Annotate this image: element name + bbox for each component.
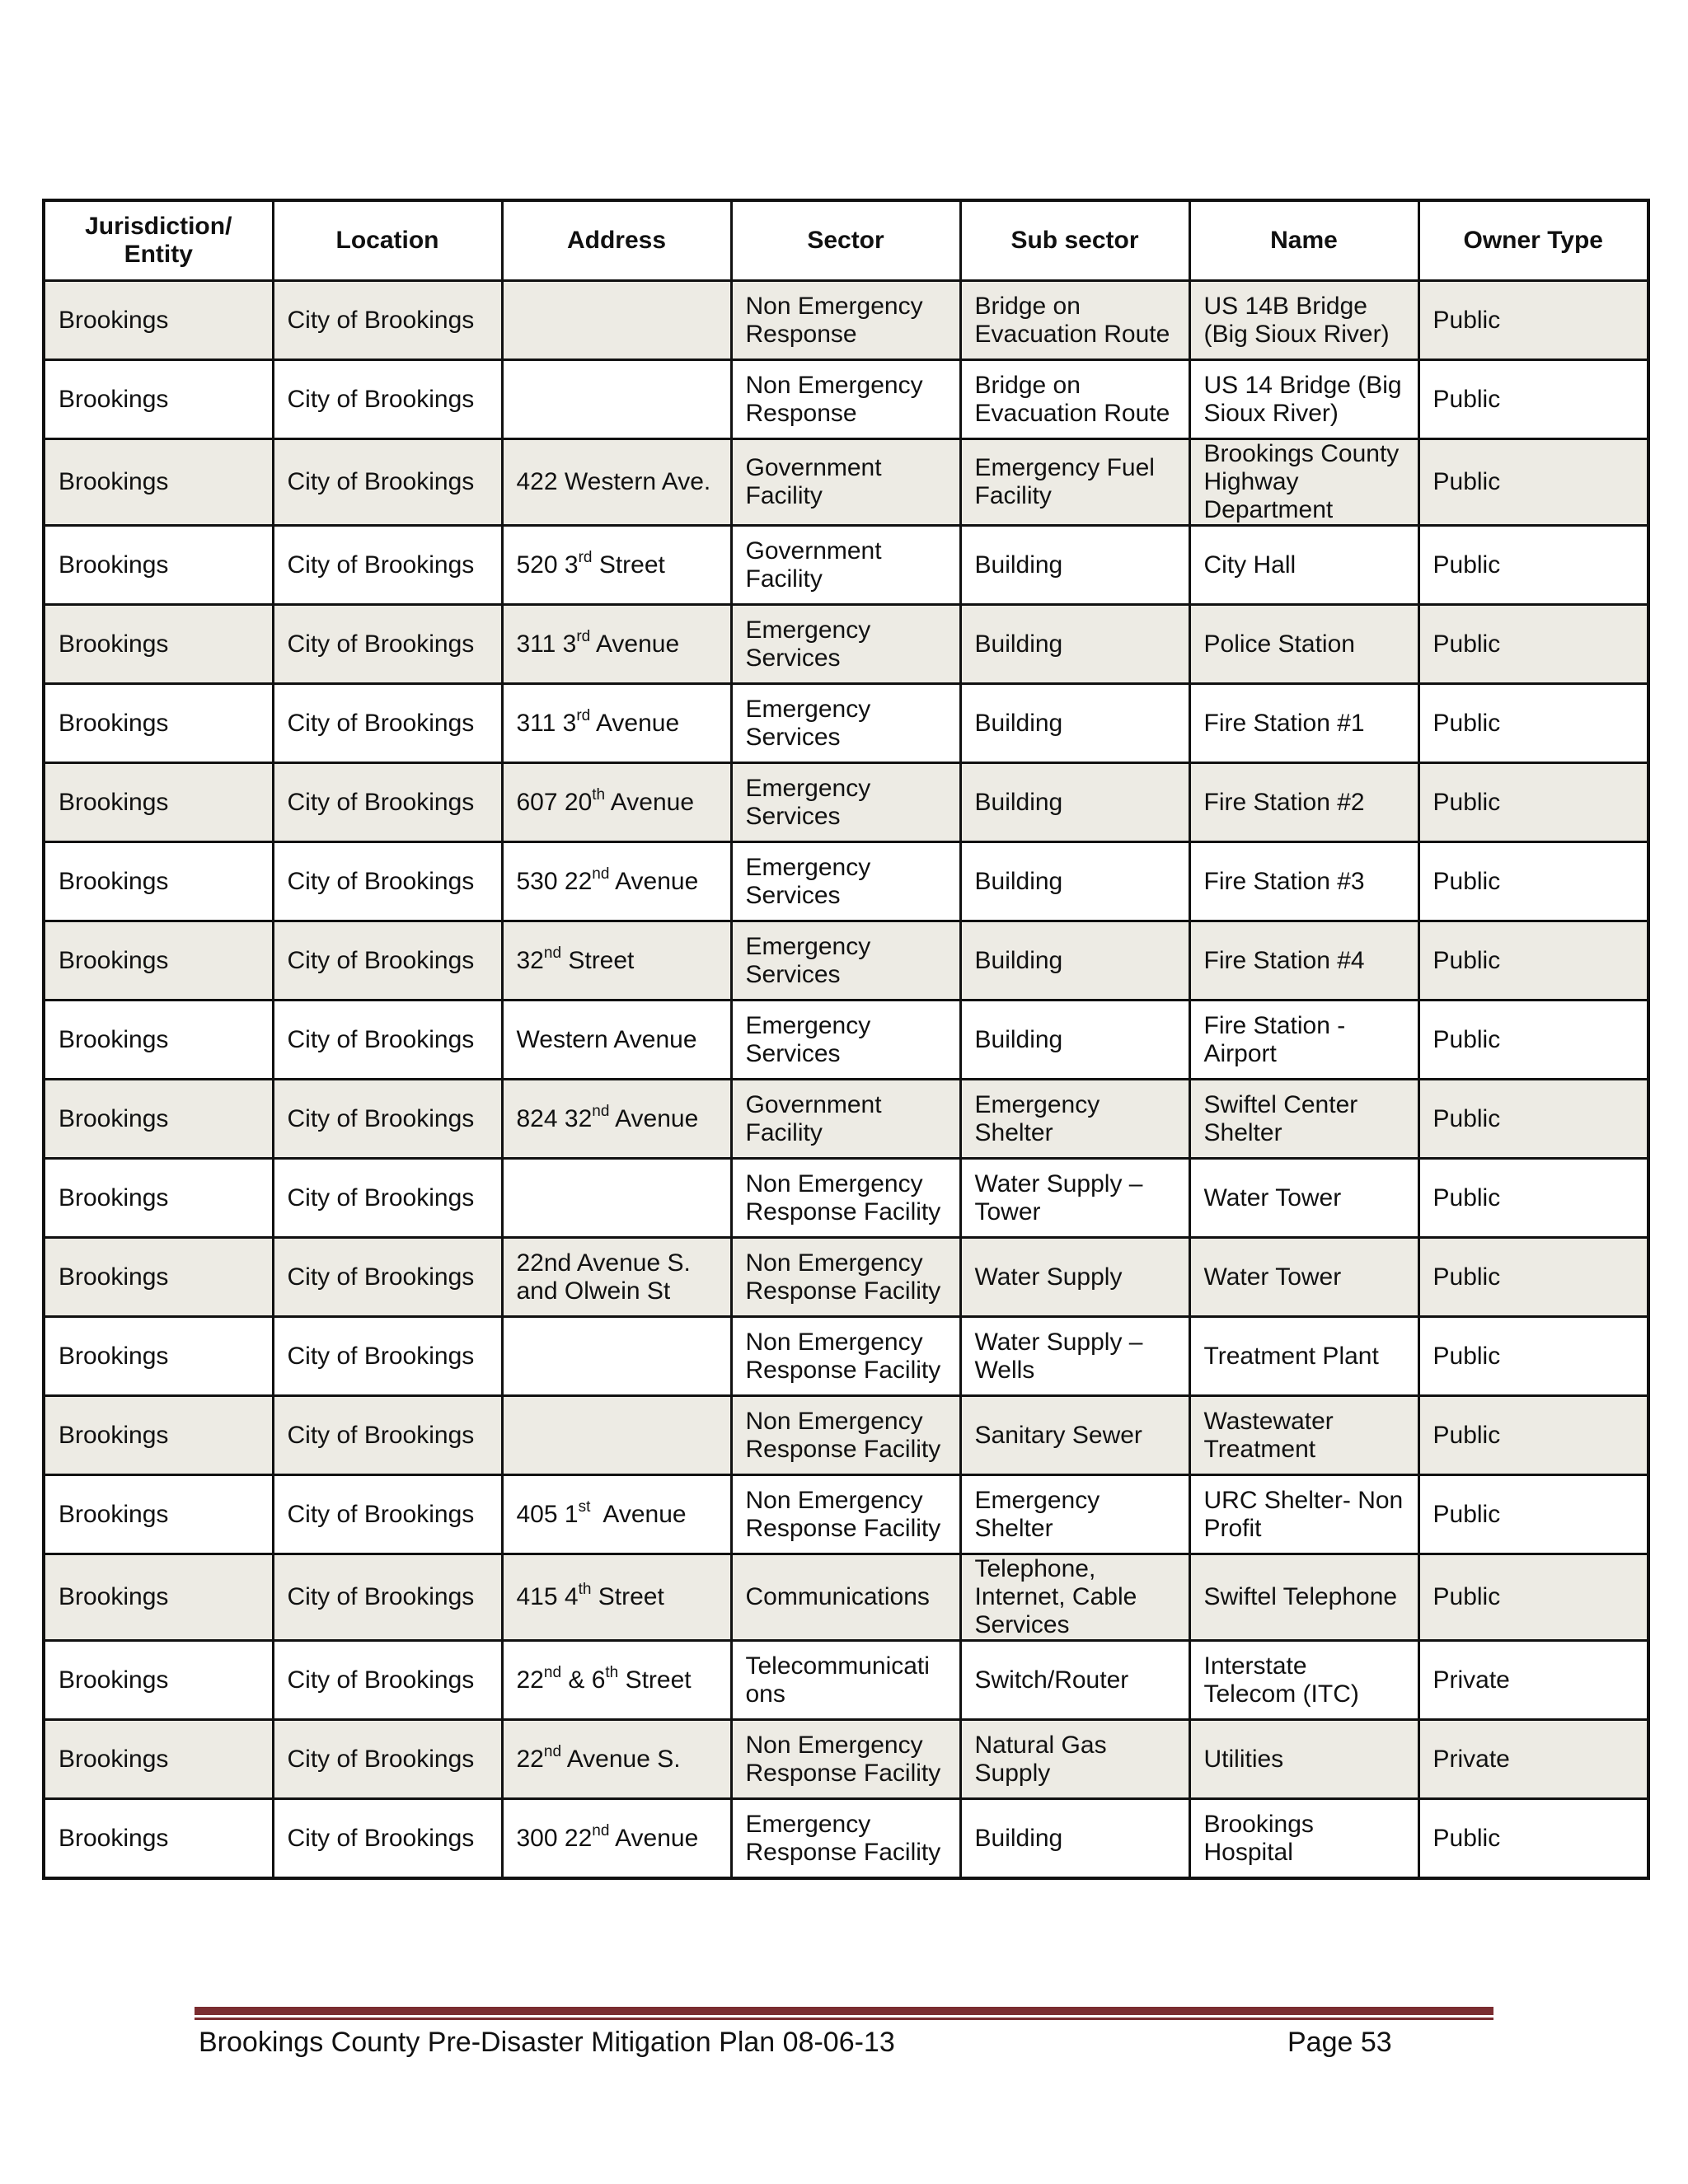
- address-ordinal-suffix: nd: [592, 865, 610, 883]
- cell-sector: Emergency Services: [731, 605, 960, 684]
- address-text: Street: [592, 551, 665, 579]
- header-sector: Sector: [731, 200, 960, 281]
- cell-subsector: Sanitary Sewer: [960, 1396, 1189, 1475]
- cell-owner-type: Public: [1418, 360, 1648, 439]
- address-text: Street: [618, 1666, 692, 1694]
- cell-jurisdiction: Brookings: [44, 1159, 273, 1238]
- cell-location: City of Brookings: [273, 1475, 502, 1554]
- address-ordinal-suffix: rd: [576, 706, 591, 724]
- cell-name: Fire Station #4: [1189, 921, 1418, 1001]
- cell-name: Brookings County Highway Department: [1189, 439, 1418, 526]
- cell-sector: Emergency Services: [731, 921, 960, 1001]
- cell-address: [502, 842, 731, 921]
- cell-owner-type: Public: [1418, 605, 1648, 684]
- table-row: [44, 360, 1648, 439]
- cell-name: Fire Station #1: [1189, 684, 1418, 763]
- address-text: 405 1: [516, 1500, 579, 1528]
- cell-jurisdiction: Brookings: [44, 439, 273, 526]
- cell-address: [502, 360, 731, 439]
- address-text: & 6: [561, 1666, 606, 1694]
- cell-sector: Emergency Services: [731, 842, 960, 921]
- address-ordinal-suffix: rd: [576, 627, 591, 645]
- cell-sector: Non Emergency Response Facility: [731, 1317, 960, 1396]
- cell-subsector: Building: [960, 763, 1189, 842]
- cell-jurisdiction: Brookings: [44, 281, 273, 360]
- cell-location: City of Brookings: [273, 281, 502, 360]
- cell-location: City of Brookings: [273, 1720, 502, 1799]
- cell-location: City of Brookings: [273, 1159, 502, 1238]
- cell-subsector: Building: [960, 842, 1189, 921]
- cell-subsector: Bridge on Evacuation Route: [960, 281, 1189, 360]
- cell-owner-type: Public: [1418, 1317, 1648, 1396]
- address-ordinal-suffix: nd: [592, 1102, 610, 1120]
- cell-owner-type: Public: [1418, 1159, 1648, 1238]
- cell-sector: Non Emergency Response: [731, 281, 960, 360]
- cell-location: City of Brookings: [273, 842, 502, 921]
- table-row: [44, 439, 1648, 526]
- cell-jurisdiction: Brookings: [44, 1475, 273, 1554]
- cell-sector: Emergency Services: [731, 763, 960, 842]
- cell-subsector: Building: [960, 684, 1189, 763]
- cell-address: [502, 1396, 731, 1475]
- cell-address: [502, 605, 731, 684]
- table-row: [44, 605, 1648, 684]
- cell-owner-type: Public: [1418, 526, 1648, 605]
- table-row: [44, 1396, 1648, 1475]
- table-body: [44, 281, 1648, 1879]
- cell-sector: Non Emergency Response Facility: [731, 1720, 960, 1799]
- cell-subsector: Emergency Shelter: [960, 1080, 1189, 1159]
- cell-subsector: Telephone, Internet, Cable Services: [960, 1554, 1189, 1641]
- page-number: Page 53: [1287, 2027, 1392, 2058]
- cell-sector: Non Emergency Response Facility: [731, 1238, 960, 1317]
- cell-name: Treatment Plant: [1189, 1317, 1418, 1396]
- cell-owner-type: Public: [1418, 281, 1648, 360]
- cell-address: [502, 921, 731, 1001]
- cell-location: City of Brookings: [273, 1396, 502, 1475]
- cell-location: City of Brookings: [273, 1001, 502, 1080]
- cell-name: Wastewater Treatment: [1189, 1396, 1418, 1475]
- cell-jurisdiction: Brookings: [44, 1641, 273, 1720]
- address-text: 22: [516, 1666, 544, 1694]
- table-row: [44, 1238, 1648, 1317]
- cell-owner-type: Public: [1418, 1238, 1648, 1317]
- address-text: 415 4: [516, 1583, 579, 1610]
- cell-sector: Government Facility: [731, 526, 960, 605]
- cell-address: [502, 1238, 731, 1317]
- cell-address: [502, 526, 731, 605]
- cell-sector: Telecommunicati ons: [731, 1641, 960, 1720]
- table-row: [44, 763, 1648, 842]
- address-ordinal-suffix: nd: [543, 944, 562, 962]
- cell-sector: Emergency Response Facility: [731, 1799, 960, 1879]
- cell-name: US 14B Bridge (Big Sioux River): [1189, 281, 1418, 360]
- cell-owner-type: Public: [1418, 1080, 1648, 1159]
- cell-address: [502, 1080, 731, 1159]
- address-text: Avenue: [590, 630, 680, 658]
- cell-subsector: Natural Gas Supply: [960, 1720, 1189, 1799]
- address-text: 311 3: [516, 630, 577, 658]
- cell-address: [502, 1159, 731, 1238]
- address-text: 607 20: [516, 788, 593, 816]
- header-name: Name: [1189, 200, 1418, 281]
- cell-subsector: Emergency Fuel Facility: [960, 439, 1189, 526]
- cell-sector: Emergency Services: [731, 1001, 960, 1080]
- header-location: Location: [273, 200, 502, 281]
- address-ordinal-suffix: th: [578, 1581, 592, 1598]
- table-row: [44, 1554, 1648, 1641]
- cell-jurisdiction: Brookings: [44, 684, 273, 763]
- cell-name: Fire Station - Airport: [1189, 1001, 1418, 1080]
- cell-owner-type: Public: [1418, 1799, 1648, 1879]
- cell-owner-type: Public: [1418, 439, 1648, 526]
- cell-sector: Non Emergency Response Facility: [731, 1159, 960, 1238]
- header-jurisdiction: Jurisdiction/ Entity: [44, 200, 273, 281]
- cell-owner-type: Private: [1418, 1641, 1648, 1720]
- cell-sector: Non Emergency Response: [731, 360, 960, 439]
- cell-sector: Non Emergency Response Facility: [731, 1475, 960, 1554]
- cell-name: URC Shelter- Non Profit: [1189, 1475, 1418, 1554]
- cell-name: Police Station: [1189, 605, 1418, 684]
- address-ordinal-suffix: th: [592, 785, 606, 804]
- address-text: Avenue: [609, 1104, 699, 1132]
- footer-title: Brookings County Pre-Disaster Mitigation Plan 08-06-13: [199, 2027, 895, 2058]
- cell-name: Water Tower: [1189, 1159, 1418, 1238]
- cell-location: City of Brookings: [273, 360, 502, 439]
- cell-name: Fire Station #3: [1189, 842, 1418, 921]
- cell-owner-type: Public: [1418, 1475, 1648, 1554]
- address-text: Street: [561, 946, 635, 974]
- cell-sector: Communications: [731, 1554, 960, 1641]
- cell-location: City of Brookings: [273, 1641, 502, 1720]
- cell-owner-type: Public: [1418, 1554, 1648, 1641]
- cell-jurisdiction: Brookings: [44, 1317, 273, 1396]
- cell-jurisdiction: Brookings: [44, 1554, 273, 1641]
- address-text: 32: [516, 946, 544, 974]
- cell-name: US 14 Bridge (Big Sioux River): [1189, 360, 1418, 439]
- address-text: 300 22: [516, 1824, 593, 1852]
- address-ordinal-suffix: nd: [543, 1742, 562, 1760]
- table-row: [44, 1317, 1648, 1396]
- header-subsector: Sub sector: [960, 200, 1189, 281]
- cell-location: City of Brookings: [273, 1799, 502, 1879]
- cell-owner-type: Private: [1418, 1720, 1648, 1799]
- cell-subsector: Bridge on Evacuation Route: [960, 360, 1189, 439]
- cell-location: City of Brookings: [273, 921, 502, 1001]
- cell-address: [502, 1799, 731, 1879]
- cell-location: City of Brookings: [273, 684, 502, 763]
- cell-jurisdiction: Brookings: [44, 1799, 273, 1879]
- address-text: Avenue: [590, 1500, 687, 1528]
- cell-name: Interstate Telecom (ITC): [1189, 1641, 1418, 1720]
- table-row: [44, 1799, 1648, 1879]
- cell-subsector: Building: [960, 1001, 1189, 1080]
- cell-jurisdiction: Brookings: [44, 605, 273, 684]
- cell-name: Swiftel Telephone: [1189, 1554, 1418, 1641]
- cell-subsector: Building: [960, 921, 1189, 1001]
- cell-location: City of Brookings: [273, 763, 502, 842]
- cell-address: [502, 763, 731, 842]
- address-text: 22nd Avenue S. and Olwein St: [516, 1249, 698, 1305]
- address-text: Avenue: [605, 788, 695, 816]
- address-text: 22: [516, 1745, 544, 1773]
- critical-facilities-table: [42, 199, 1650, 1880]
- cell-jurisdiction: Brookings: [44, 360, 273, 439]
- cell-address: [502, 1475, 731, 1554]
- address-text: 530 22: [516, 867, 593, 895]
- cell-address: [502, 1001, 731, 1080]
- table-row: [44, 842, 1648, 921]
- cell-address: [502, 1317, 731, 1396]
- table-row: [44, 1475, 1648, 1554]
- cell-name: Fire Station #2: [1189, 763, 1418, 842]
- cell-sector: Government Facility: [731, 1080, 960, 1159]
- cell-owner-type: Public: [1418, 684, 1648, 763]
- header-address: Address: [502, 200, 731, 281]
- cell-jurisdiction: Brookings: [44, 1080, 273, 1159]
- cell-name: Brookings Hospital: [1189, 1799, 1418, 1879]
- cell-sector: Emergency Services: [731, 684, 960, 763]
- table-row: [44, 281, 1648, 360]
- table-row: [44, 684, 1648, 763]
- cell-sector: Government Facility: [731, 439, 960, 526]
- cell-address: [502, 439, 731, 526]
- cell-name: Utilities: [1189, 1720, 1418, 1799]
- cell-jurisdiction: Brookings: [44, 1001, 273, 1080]
- cell-subsector: Water Supply – Wells: [960, 1317, 1189, 1396]
- cell-jurisdiction: Brookings: [44, 526, 273, 605]
- header-owner-type: Owner Type: [1418, 200, 1648, 281]
- cell-subsector: Water Supply: [960, 1238, 1189, 1317]
- cell-location: City of Brookings: [273, 526, 502, 605]
- address-text: Western Avenue: [516, 1025, 697, 1053]
- cell-sector: Non Emergency Response Facility: [731, 1396, 960, 1475]
- table-row: [44, 1001, 1648, 1080]
- cell-address: [502, 1641, 731, 1720]
- address-ordinal-suffix: th: [605, 1663, 619, 1681]
- cell-location: City of Brookings: [273, 1317, 502, 1396]
- cell-jurisdiction: Brookings: [44, 1396, 273, 1475]
- address-text: Avenue S.: [561, 1745, 681, 1773]
- cell-subsector: Building: [960, 605, 1189, 684]
- address-text: Avenue: [609, 867, 699, 895]
- table-row: [44, 1720, 1648, 1799]
- address-text: 824 32: [516, 1104, 593, 1132]
- cell-owner-type: Public: [1418, 1001, 1648, 1080]
- cell-subsector: Building: [960, 526, 1189, 605]
- address-text: 520 3: [516, 551, 579, 579]
- cell-jurisdiction: Brookings: [44, 842, 273, 921]
- cell-name: Water Tower: [1189, 1238, 1418, 1317]
- table-row: [44, 526, 1648, 605]
- cell-subsector: Emergency Shelter: [960, 1475, 1189, 1554]
- cell-jurisdiction: Brookings: [44, 1720, 273, 1799]
- address-text: Street: [591, 1583, 664, 1610]
- table-row: [44, 1641, 1648, 1720]
- cell-location: City of Brookings: [273, 439, 502, 526]
- cell-location: City of Brookings: [273, 1554, 502, 1641]
- footer-rule: [195, 2007, 1493, 2015]
- address-ordinal-suffix: nd: [592, 1821, 610, 1840]
- address-text: Avenue: [609, 1824, 699, 1852]
- cell-owner-type: Public: [1418, 763, 1648, 842]
- footer-rule-thin: [195, 2018, 1493, 2020]
- cell-address: [502, 1554, 731, 1641]
- cell-jurisdiction: Brookings: [44, 921, 273, 1001]
- cell-location: City of Brookings: [273, 1080, 502, 1159]
- address-ordinal-suffix: rd: [578, 548, 593, 566]
- cell-address: [502, 281, 731, 360]
- address-text: 422 Western Ave.: [516, 468, 711, 495]
- cell-jurisdiction: Brookings: [44, 1238, 273, 1317]
- cell-subsector: Building: [960, 1799, 1189, 1879]
- address-ordinal-suffix: nd: [543, 1663, 562, 1681]
- address-text: Avenue: [590, 709, 680, 737]
- cell-owner-type: Public: [1418, 1396, 1648, 1475]
- cell-location: City of Brookings: [273, 1238, 502, 1317]
- table-row: [44, 1159, 1648, 1238]
- cell-name: Swiftel Center Shelter: [1189, 1080, 1418, 1159]
- table-header-row: [44, 200, 1648, 281]
- cell-address: [502, 684, 731, 763]
- address-text: 311 3: [516, 709, 577, 737]
- table-row: [44, 1080, 1648, 1159]
- cell-location: City of Brookings: [273, 605, 502, 684]
- cell-address: [502, 1720, 731, 1799]
- cell-jurisdiction: Brookings: [44, 763, 273, 842]
- cell-owner-type: Public: [1418, 921, 1648, 1001]
- cell-subsector: Switch/Router: [960, 1641, 1189, 1720]
- cell-name: City Hall: [1189, 526, 1418, 605]
- address-ordinal-suffix: st: [578, 1497, 591, 1516]
- cell-owner-type: Public: [1418, 842, 1648, 921]
- table-row: [44, 921, 1648, 1001]
- cell-subsector: Water Supply – Tower: [960, 1159, 1189, 1238]
